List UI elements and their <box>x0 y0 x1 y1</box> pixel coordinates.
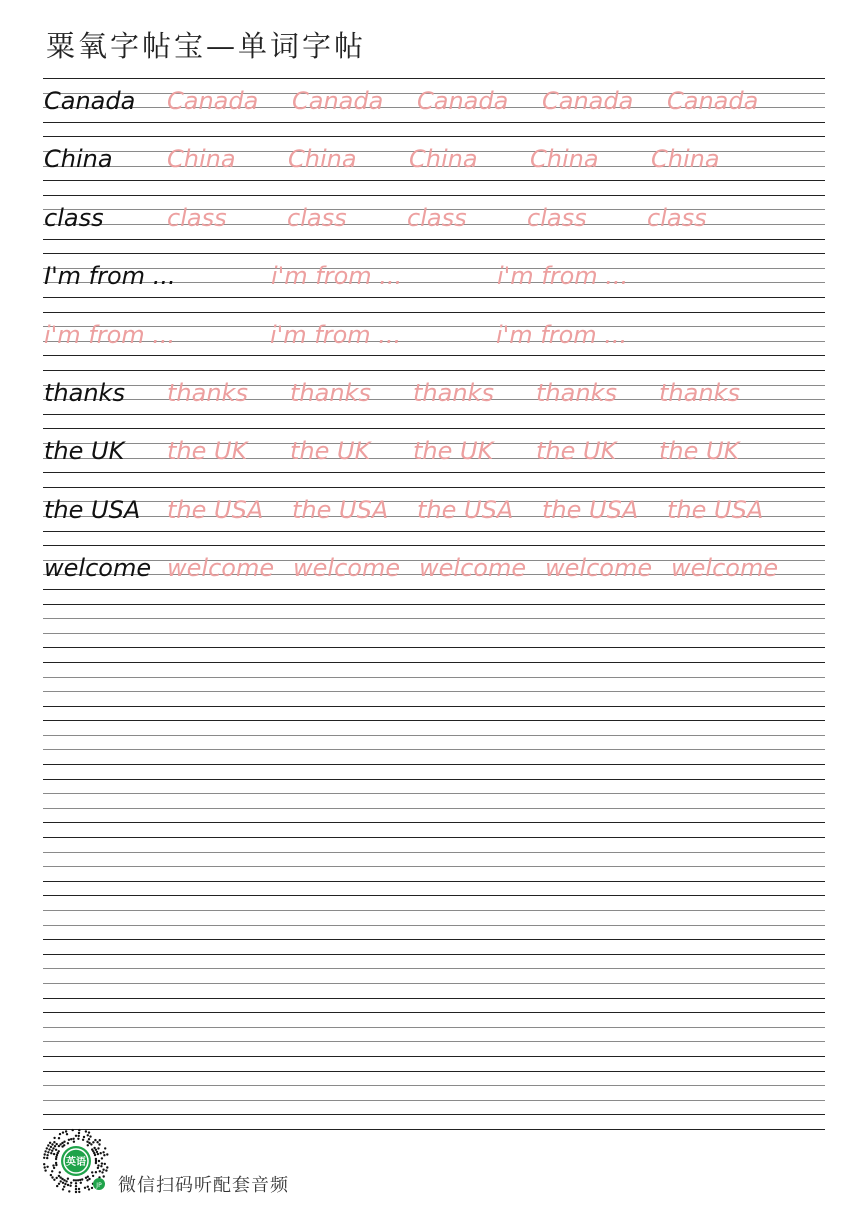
qr-dot <box>70 1182 72 1184</box>
qr-dot <box>50 1146 52 1148</box>
trace-word: Canada <box>667 87 759 115</box>
qr-dot <box>103 1154 105 1156</box>
qr-dot <box>87 1144 89 1146</box>
ruled-line <box>43 881 825 882</box>
trace-word: i'm from ... <box>496 320 628 349</box>
qr-dot <box>58 1150 60 1152</box>
qr-dot <box>43 1163 45 1165</box>
practice-row <box>43 136 825 194</box>
ruled-line <box>43 837 825 838</box>
qr-dot <box>46 1166 48 1168</box>
qr-dot <box>52 1164 54 1166</box>
qr-dot <box>59 1133 61 1135</box>
qr-dot <box>46 1157 48 1159</box>
qr-dot <box>58 1137 60 1139</box>
qr-dot <box>59 1176 61 1178</box>
qr-dot <box>84 1187 86 1189</box>
trace-word: Canada <box>167 87 259 115</box>
qr-dot <box>94 1139 96 1141</box>
practice-row <box>43 253 825 311</box>
trace-word: thanks <box>536 378 617 407</box>
trace-word: the UK <box>659 437 740 466</box>
qr-dot <box>101 1157 103 1159</box>
qr-dot <box>80 1182 82 1184</box>
qr-dot <box>75 1135 77 1137</box>
trace-word: class <box>287 203 347 232</box>
qr-dot <box>62 1131 64 1133</box>
qr-dot <box>87 1186 89 1188</box>
ruled-line <box>43 866 825 867</box>
ruled-line <box>43 239 825 240</box>
trace-word: Canada <box>542 87 634 115</box>
qr-dot <box>58 1145 60 1147</box>
qr-dot <box>44 1150 46 1152</box>
handwriting-sheet <box>43 78 825 1130</box>
qr-dot <box>101 1171 103 1173</box>
ruled-line <box>43 1114 825 1115</box>
qr-dot <box>100 1165 102 1167</box>
qr-dot <box>97 1164 99 1166</box>
qr-dot <box>88 1131 90 1133</box>
qr-dot <box>75 1188 77 1190</box>
qr-dot <box>88 1138 90 1140</box>
qr-dot <box>47 1151 49 1153</box>
trace-word: welcome <box>671 554 779 583</box>
ruled-line <box>43 691 825 692</box>
ruled-line <box>43 1071 825 1072</box>
qr-dot <box>97 1147 99 1149</box>
qr-dot <box>50 1174 52 1176</box>
qr-dot <box>48 1148 50 1150</box>
ruled-line <box>43 983 825 984</box>
ruled-line <box>43 487 825 488</box>
ruled-line <box>43 954 825 955</box>
model-word: China <box>44 145 113 174</box>
model-word: the USA <box>44 495 141 524</box>
qr-dot <box>56 1143 58 1145</box>
ruled-line <box>43 122 825 123</box>
ruled-line <box>43 1041 825 1042</box>
practice-row <box>43 545 825 603</box>
trace-word: thanks <box>290 378 371 407</box>
blank-practice-row <box>43 1071 825 1129</box>
word-row <box>44 142 825 176</box>
qr-dot <box>91 1187 93 1189</box>
practice-row <box>43 370 825 428</box>
qr-dot <box>53 1167 55 1169</box>
qr-dot <box>95 1158 97 1160</box>
qr-dot <box>51 1176 53 1178</box>
ruled-line <box>43 545 825 546</box>
qr-dot <box>92 1175 94 1177</box>
qr-dot <box>55 1162 57 1164</box>
model-word: welcome <box>44 554 152 583</box>
qr-dot <box>67 1184 69 1186</box>
qr-dot <box>65 1130 67 1132</box>
qr-dot <box>53 1141 55 1143</box>
qr-dot <box>69 1185 71 1187</box>
qr-dot <box>103 1175 105 1177</box>
ruled-line <box>43 78 825 79</box>
qr-dot <box>70 1138 72 1140</box>
qr-dot <box>63 1179 65 1181</box>
practice-row <box>43 487 825 545</box>
qr-dot <box>100 1152 102 1154</box>
qr-dot <box>46 1154 48 1156</box>
qr-dot <box>104 1147 106 1149</box>
trace-word: the USA <box>292 495 389 524</box>
qr-dot <box>81 1178 83 1180</box>
trace-word: i'm from ... <box>497 262 629 291</box>
qr-dot <box>102 1169 104 1171</box>
qr-dot <box>96 1151 98 1153</box>
qr-dot <box>92 1141 94 1143</box>
qr-dot <box>75 1179 77 1181</box>
trace-word: class <box>167 203 227 232</box>
model-word: class <box>44 203 104 232</box>
qr-dot <box>89 1135 91 1137</box>
qr-dot <box>52 1147 54 1149</box>
qr-dot <box>77 1179 79 1181</box>
qr-dot <box>53 1179 55 1181</box>
word-row <box>44 259 825 293</box>
qr-dot <box>56 1185 58 1187</box>
ruled-line <box>43 428 825 429</box>
ruled-line <box>43 253 825 254</box>
model-word: Canada <box>44 87 136 115</box>
qr-dot <box>73 1141 75 1143</box>
trace-word: the UK <box>290 437 371 466</box>
word-row <box>44 84 825 118</box>
practice-row <box>43 78 825 136</box>
word-row <box>44 493 825 527</box>
ruled-line <box>43 852 825 853</box>
qr-dot <box>55 1149 57 1151</box>
qr-dot <box>77 1138 79 1140</box>
ruled-line <box>43 531 825 532</box>
ruled-line <box>43 925 825 926</box>
trace-word: welcome <box>419 554 527 583</box>
qr-dot <box>66 1133 68 1135</box>
practice-row <box>43 312 825 370</box>
ruled-line <box>43 998 825 999</box>
qr-dot <box>65 1180 67 1182</box>
qr-dot <box>44 1166 46 1168</box>
ruled-line <box>43 180 825 181</box>
qr-dot <box>79 1179 81 1181</box>
qr-dot <box>67 1142 69 1144</box>
page-title: 粟氧字帖宝—单词字帖 <box>46 29 367 63</box>
qr-dot <box>50 1152 52 1154</box>
trace-word: the USA <box>667 495 764 524</box>
qr-dot <box>87 1134 89 1136</box>
ruled-line <box>43 720 825 721</box>
ruled-line <box>43 793 825 794</box>
qr-dot <box>51 1143 53 1145</box>
qr-dot <box>98 1160 100 1162</box>
practice-row <box>43 195 825 253</box>
qr-dot <box>72 1138 74 1140</box>
trace-word: welcome <box>293 554 401 583</box>
qr-dot <box>63 1144 65 1146</box>
ruled-line <box>43 735 825 736</box>
ruled-line <box>43 1100 825 1101</box>
qr-dot <box>82 1139 84 1141</box>
qr-dot <box>95 1162 97 1164</box>
qr-dot <box>97 1153 99 1155</box>
qr-dot <box>53 1137 55 1139</box>
ruled-line <box>43 355 825 356</box>
qr-dot <box>75 1191 77 1193</box>
ruled-line <box>43 136 825 137</box>
blank-practice-row <box>43 604 825 662</box>
qr-badge-label: 英语 <box>66 1157 86 1168</box>
ruled-line <box>43 749 825 750</box>
trace-word: China <box>409 145 478 174</box>
qr-dot <box>54 1145 56 1147</box>
qr-dot <box>78 1188 80 1190</box>
ruled-line <box>43 779 825 780</box>
ruled-line <box>43 618 825 619</box>
qr-dot <box>68 1190 70 1192</box>
qr-dot <box>46 1147 48 1149</box>
qr-dot <box>44 1153 46 1155</box>
ruled-line <box>43 312 825 313</box>
ruled-line <box>43 968 825 969</box>
trace-word: China <box>288 145 357 174</box>
trace-word: the UK <box>413 437 494 466</box>
qr-dot <box>83 1136 85 1138</box>
ruled-line <box>43 939 825 940</box>
qr-dot <box>75 1182 77 1184</box>
qr-dot <box>97 1167 99 1169</box>
ruled-line <box>43 662 825 663</box>
blank-practice-row <box>43 1012 825 1070</box>
qr-dot <box>62 1182 64 1184</box>
qr-dot <box>86 1141 88 1143</box>
ruled-line <box>43 895 825 896</box>
ruled-line <box>43 1027 825 1028</box>
qr-dot <box>73 1179 75 1181</box>
model-word: thanks <box>44 378 125 407</box>
qr-dot <box>47 1144 49 1146</box>
qr-dot <box>101 1162 103 1164</box>
qr-dot <box>96 1141 98 1143</box>
qr-dot <box>64 1183 66 1185</box>
qr-dot <box>104 1163 106 1165</box>
ruled-line <box>43 604 825 605</box>
ruled-line <box>43 822 825 823</box>
blank-practice-row <box>43 837 825 895</box>
ruled-line <box>43 677 825 678</box>
trace-word: thanks <box>659 378 740 407</box>
qr-dot <box>63 1186 65 1188</box>
ruled-line <box>43 647 825 648</box>
trace-word: i'm from ... <box>271 262 403 291</box>
qr-code-icon <box>40 1127 114 1199</box>
qr-dot <box>90 1143 92 1145</box>
qr-dot <box>63 1141 65 1143</box>
qr-dot <box>75 1185 77 1187</box>
qr-dot <box>44 1169 46 1171</box>
ruled-line <box>43 1012 825 1013</box>
qr-dot <box>59 1171 61 1173</box>
ruled-line <box>43 633 825 634</box>
trace-word: China <box>530 145 599 174</box>
word-row <box>44 434 825 468</box>
trace-word: the UK <box>536 437 617 466</box>
footer-caption: 微信扫码听配套音频 <box>118 1175 289 1196</box>
qr-dot <box>99 1170 101 1172</box>
qr-dot <box>105 1169 107 1171</box>
qr-dot <box>78 1135 80 1137</box>
qr-dot <box>60 1180 62 1182</box>
qr-dot <box>106 1153 108 1155</box>
qr-dot <box>72 1129 74 1131</box>
qr-dot <box>94 1154 96 1156</box>
ruled-line <box>43 370 825 371</box>
ruled-line <box>43 297 825 298</box>
qr-dot <box>78 1129 80 1131</box>
qr-dot <box>49 1142 51 1144</box>
trace-word: the UK <box>167 437 248 466</box>
trace-word: welcome <box>167 554 275 583</box>
qr-dot <box>85 1177 87 1179</box>
qr-dot <box>91 1171 93 1173</box>
trace-word: welcome <box>545 554 653 583</box>
ruled-line <box>43 910 825 911</box>
blank-practice-row <box>43 720 825 778</box>
trace-word: i'm from ... <box>270 320 402 349</box>
trace-word: China <box>651 145 720 174</box>
qr-dot <box>62 1188 64 1190</box>
qr-dot <box>95 1171 97 1173</box>
blank-practice-row <box>43 662 825 720</box>
model-word: the UK <box>44 437 125 466</box>
qr-dot <box>61 1142 63 1144</box>
qr-dot <box>88 1178 90 1180</box>
qr-dot <box>78 1191 80 1193</box>
model-word: I'm from ... <box>44 262 176 291</box>
word-row <box>44 318 825 352</box>
footer <box>40 1127 540 1202</box>
qr-dot <box>86 1179 88 1181</box>
ruled-line <box>43 414 825 415</box>
qr-dot <box>51 1170 53 1172</box>
practice-row <box>43 428 825 486</box>
trace-word: Canada <box>417 87 509 115</box>
word-row <box>44 376 825 410</box>
trace-word: i'm from ... <box>44 320 176 349</box>
ruled-line <box>43 472 825 473</box>
blank-practice-row <box>43 895 825 953</box>
qr-dot <box>102 1151 104 1153</box>
trace-word: thanks <box>413 378 494 407</box>
ruled-line <box>43 1056 825 1057</box>
qr-dot <box>43 1157 45 1159</box>
qr-dot <box>68 1139 70 1141</box>
qr-dot <box>53 1153 55 1155</box>
ruled-line <box>43 195 825 196</box>
ruled-line <box>43 764 825 765</box>
blank-practice-row <box>43 779 825 837</box>
ruled-line <box>43 1085 825 1086</box>
qr-dot <box>78 1132 80 1134</box>
word-row <box>44 201 825 235</box>
trace-word: thanks <box>167 378 248 407</box>
qr-dot <box>106 1166 108 1168</box>
qr-dot <box>58 1175 60 1177</box>
trace-word: the USA <box>167 495 264 524</box>
trace-word: the USA <box>417 495 514 524</box>
qr-dot <box>51 1150 53 1152</box>
qr-dot <box>95 1149 97 1151</box>
trace-word: the USA <box>542 495 639 524</box>
trace-word: class <box>647 203 707 232</box>
word-row <box>44 551 825 585</box>
trace-word: class <box>527 203 587 232</box>
qr-dot <box>85 1130 87 1132</box>
blank-practice-row <box>43 954 825 1012</box>
qr-dot <box>56 1177 58 1179</box>
qr-dot <box>99 1139 101 1141</box>
ruled-line <box>43 706 825 707</box>
qr-dot <box>98 1143 100 1145</box>
ruled-line <box>43 808 825 809</box>
qr-dot <box>58 1183 60 1185</box>
ruled-line <box>43 589 825 590</box>
qr-dot <box>88 1188 90 1190</box>
trace-word: China <box>167 145 236 174</box>
qr-dot <box>67 1178 69 1180</box>
trace-word: class <box>407 203 467 232</box>
trace-word: Canada <box>292 87 384 115</box>
qr-mini-badge: JP <box>96 1182 102 1189</box>
